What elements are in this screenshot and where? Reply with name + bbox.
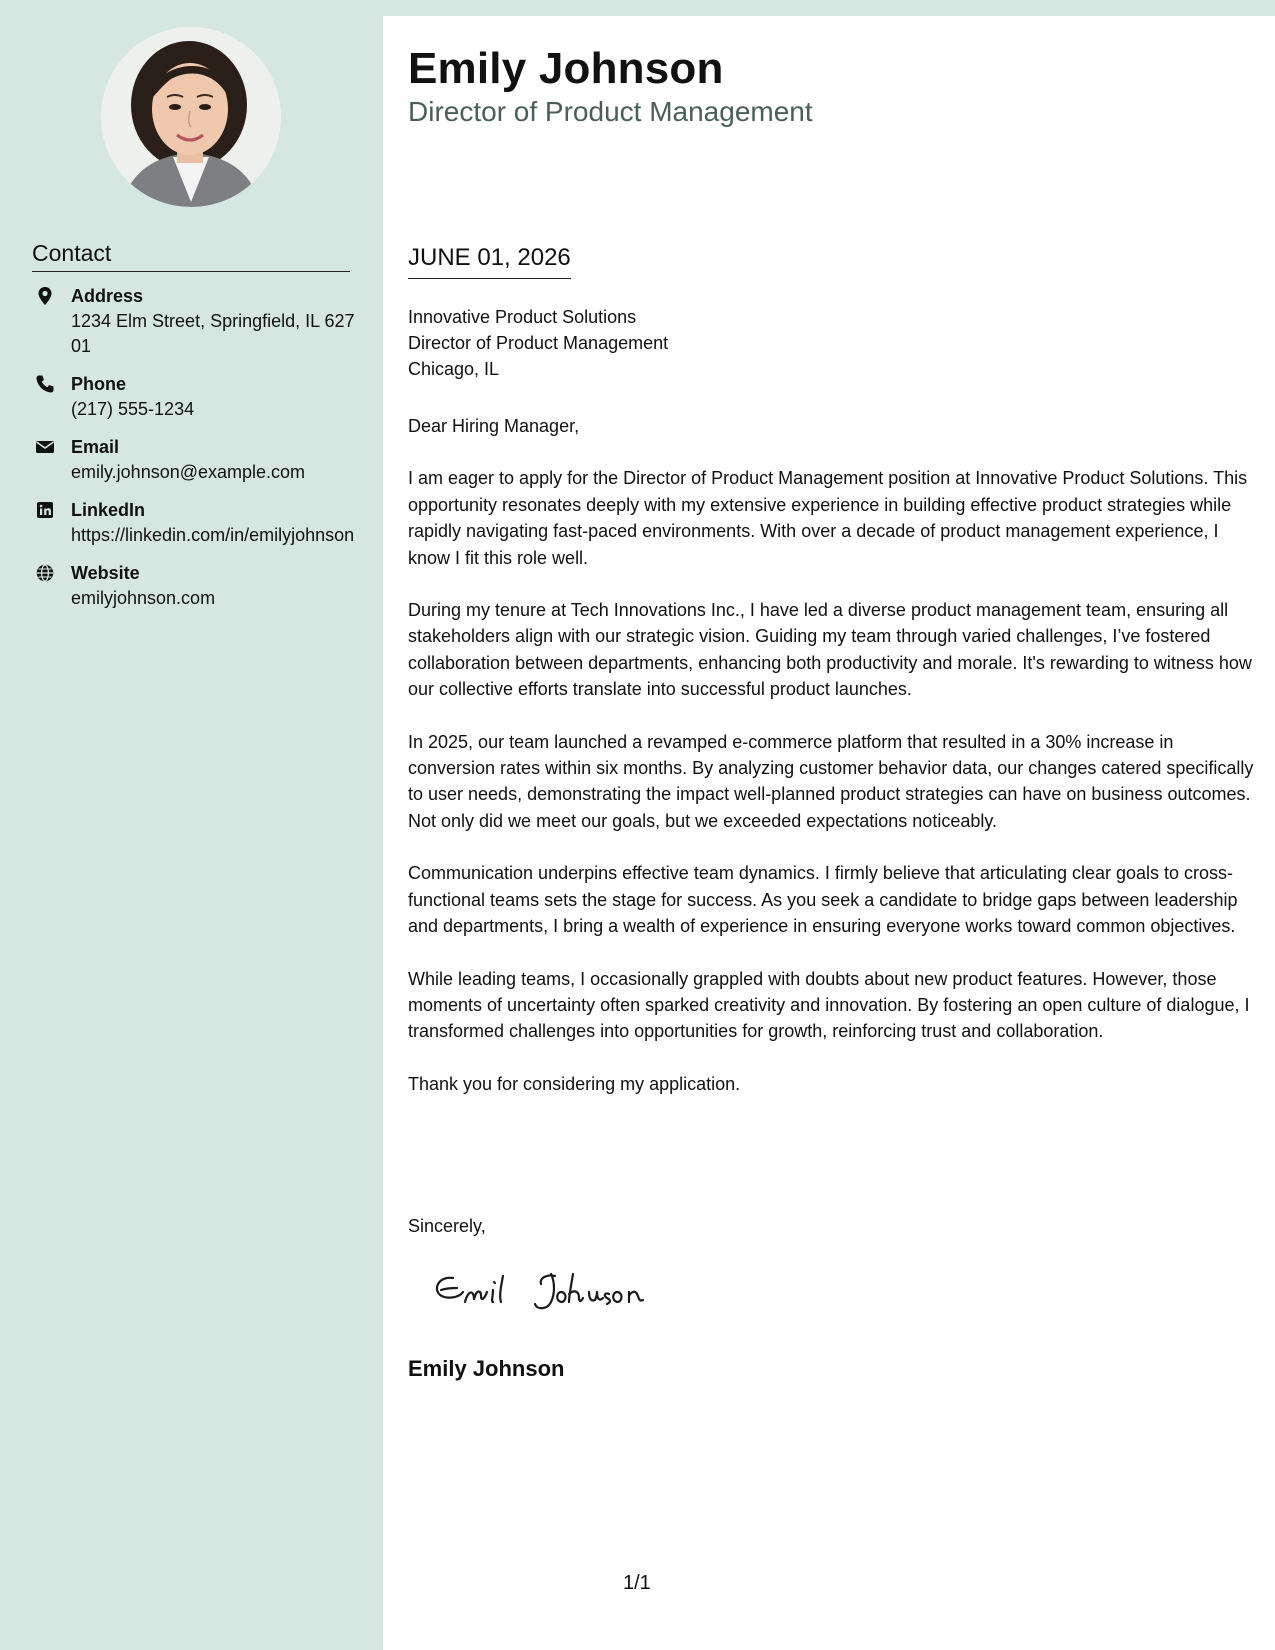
contact-value[interactable]: emily.johnson@example.com xyxy=(71,462,306,482)
page-number: 1/1 xyxy=(623,1572,651,1594)
contact-list xyxy=(32,284,362,624)
paragraph-3: In 2025, our team launched a revamped e-commerce platform that resulted in a 30% increase in conversion rates within six months. By analyzing customer behavior data, our changes catered specifically to user needs, demonstrating the impact well-planned product strategies can have on business outcomes. Not only did we meet our goals, but we exceeded expectations noticeably. xyxy=(408,731,1254,831)
signer-name: Emily Johnson xyxy=(408,1356,565,1381)
contact-phone xyxy=(32,372,362,422)
recipient-block xyxy=(408,304,668,382)
applicant-role: Director of Product Management xyxy=(408,96,813,127)
contact-label: Email xyxy=(71,437,120,457)
signature-image xyxy=(423,1256,683,1326)
letter-body xyxy=(408,413,1258,1123)
profile-photo-image xyxy=(101,27,281,207)
paragraph-1: I am eager to apply for the Director of Product Management position at Innovative Product Solutions. This opportunity resonates deeply with my extensive experience in building effective product strategies while rapidly navigating fast-paced environments. With over a decade of product management experience, I know I fit this role well. xyxy=(408,468,1248,568)
map-pin-icon xyxy=(35,286,55,306)
contact-label: Phone xyxy=(71,374,127,394)
letter-panel xyxy=(383,16,1275,1650)
paragraph-5: While leading teams, I occasionally grappled with doubts about new product features. However, those moments of uncertainty often sparked creativity and innovation. By fostering an open culture of dialogue, I transformed challenges into opportunities for growth, reinforcing trust and collaboration. xyxy=(408,968,1250,1042)
contact-value: (217) 555-1234 xyxy=(71,399,195,419)
paragraph-6: Thank you for considering my application. xyxy=(408,1073,741,1094)
signature xyxy=(423,1256,683,1326)
recipient-position: Director of Product Management xyxy=(408,333,669,353)
paragraph-2: During my tenure at Tech Innovations Inc., I have led a diverse product management team, ensuring all stakeholders align with our strategic vision. Guiding my team through varied challenges, I’ve fostered collaboration between departments, enhancing both productivity and morale. It's rewarding to witness how our collective efforts translate into successful product launches. xyxy=(408,600,1252,700)
globe-icon xyxy=(35,563,55,583)
recipient-location: Chicago, IL xyxy=(408,359,500,379)
contact-email xyxy=(32,435,362,485)
letter-date: JUNE 01, 2026 xyxy=(408,244,571,279)
paragraph-4: Communication underpins effective team dynamics. I firmly believe that articulating clear goals to cross-functional teams sets the stage for success. As you seek a candidate to bridge gaps between leadership and departments, I bring a wealth of experience in ensuring everyone works toward common objectives. xyxy=(408,863,1238,937)
contact-linkedin xyxy=(32,498,362,548)
contact-heading: Contact xyxy=(32,240,350,272)
contact-value: 1234 Elm Street, Springfield, IL 62701 xyxy=(71,311,355,356)
contact-value[interactable]: emilyjohnson.com xyxy=(71,588,216,608)
contact-website xyxy=(32,561,362,611)
contact-label: LinkedIn xyxy=(71,500,146,520)
linkedin-icon xyxy=(35,500,55,520)
contact-label: Address xyxy=(71,286,144,306)
phone-icon xyxy=(35,374,55,394)
closing: Sincerely, xyxy=(408,1216,486,1236)
sidebar xyxy=(0,0,383,1650)
recipient-company: Innovative Product Solutions xyxy=(408,307,637,327)
salutation: Dear Hiring Manager, xyxy=(408,416,580,436)
contact-address xyxy=(32,284,362,359)
envelope-icon xyxy=(35,437,55,457)
contact-label: Website xyxy=(71,563,140,583)
contact-value[interactable]: https://linkedin.com/in/emilyjohnson xyxy=(71,525,355,545)
profile-photo xyxy=(101,27,281,207)
applicant-name: Emily Johnson xyxy=(408,44,724,93)
